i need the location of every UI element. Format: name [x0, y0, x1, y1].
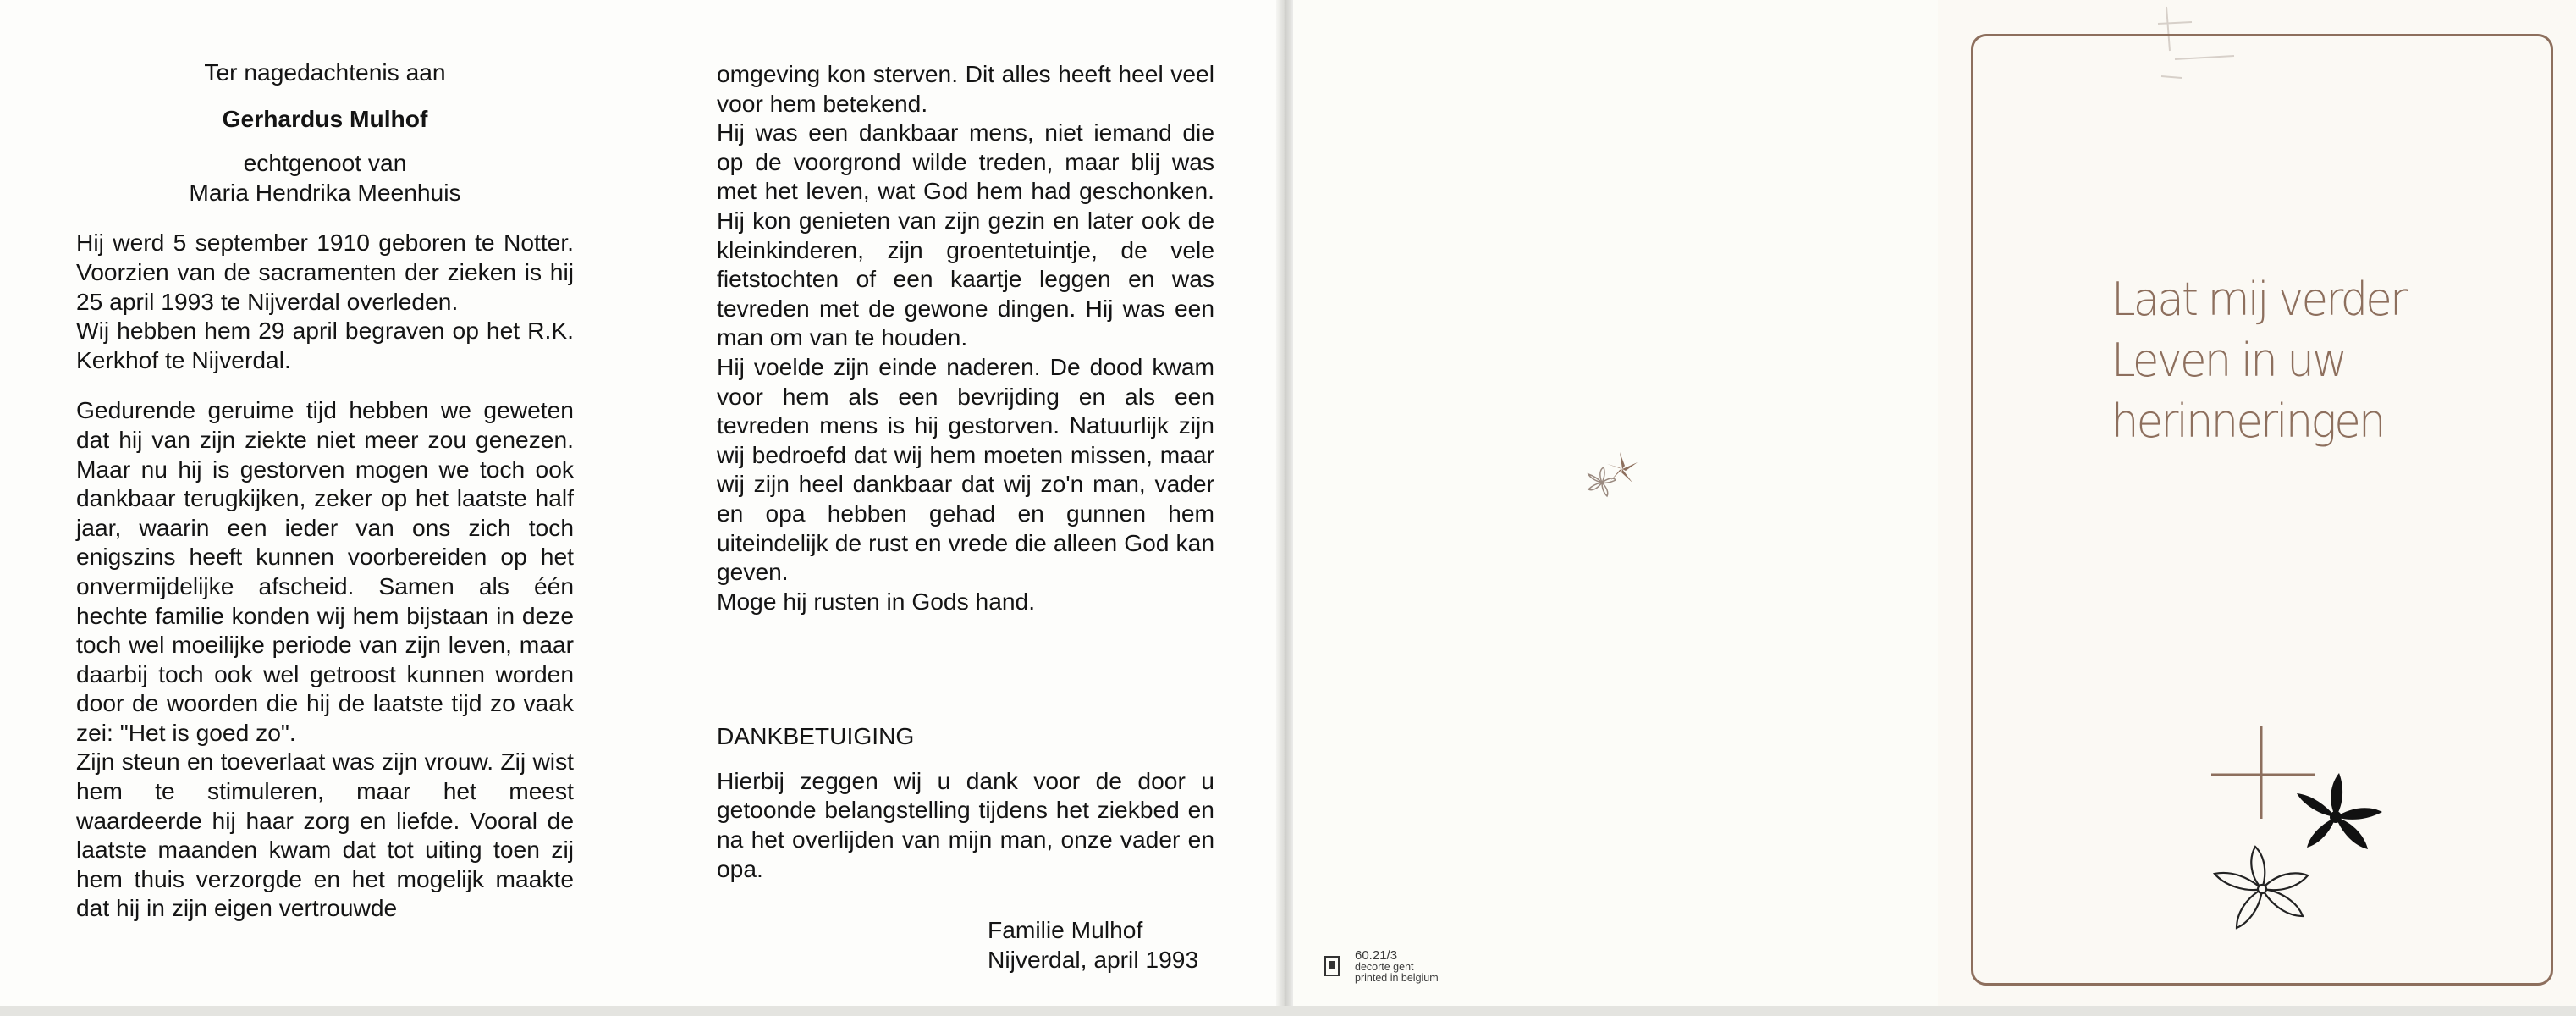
printer-logo-icon [1324, 956, 1340, 976]
right-text-column [717, 59, 1214, 974]
signature-place-date: Nijverdal, april 1993 [988, 945, 1199, 973]
small-flower-icon [1578, 445, 1654, 513]
header-relation: echtgenoot van [243, 149, 407, 177]
paragraph-illness: Gedurende geruime tijd hebben we geweten dat hij van zijn ziekte niet meer zou genezen. Maar nu hij is gestorven mogen we toch ook dankbaar terugkijken, zeker op het laatste half jaar, waarin een ieder van ons zich toch enigszins heeft kunnen voorbereiden op het onvermijdelijke afscheid. Samen als één hechte familie konden wij hem bijstaan in deze toch wel moeilijke periode van zijn leven, maar daarbij toch ook wel getroost kunnen worden door de woorden die hij de laatste tijd zo vaak zei: "Het is goed zo". [76, 396, 574, 746]
front-title-line-2: Leven in uw [2111, 334, 2346, 387]
printer-mark [1324, 950, 1439, 985]
card-fold [1276, 0, 1293, 1006]
paragraph-grateful: Hij was een dankbaar mens, niet iemand die op de voorgrond wilde treden, maar blij was met het leven, wat God hem had geschonken. Hij kon genieten van zijn gezin en later ook de kleinkinderen, zijn groentetuintje, de vele fietstochten of een kaartje leggen en was tevreden met de gewone dingen. Hij was een man om van te houden. [717, 119, 1214, 351]
paragraph-burial: Wij hebben hem 29 april begraven op het R.K. Kerkhof te Nijverdal. [76, 317, 574, 373]
printer-line-2: printed in belgium [1355, 972, 1439, 984]
paragraph-blessing: Moge hij rusten in Gods hand. [717, 587, 1036, 615]
paragraph-continuation: omgeving kon sterven. Dit alles heeft heel veel voor hem betekend. [717, 60, 1214, 117]
printer-code: 60.21/3 [1355, 948, 1398, 963]
cross-and-flowers-icon [2204, 724, 2408, 952]
front-title-line-3: herinneringen [2111, 395, 2384, 448]
front-title-line-1: Laat mij verder [2111, 273, 2406, 326]
deceased-name: Gerhardus Mulhof [222, 104, 428, 132]
thanks-text: Hierbij zeggen wij u dank voor de door u getoonde belangstelling tijdens het ziekbed en na het overlijden van mijn man, onze vader en opa. [717, 766, 1214, 882]
front-title [2111, 269, 2481, 452]
memorial-header [76, 58, 574, 207]
paragraph-birth-death: Hij werd 5 september 1910 geboren te Notter. Voorzien van de sacramenten der zieken is hij 25 april 1993 te Nijverdal overleden. [76, 229, 574, 315]
paragraph-end: Hij voelde zijn einde naderen. De dood kwam voor hem als een bevrijding en als een tevreden mens is hij gestorven. Natuurlijk zijn wij bedroefd dat wij hem moeten missen, maar wij zijn heel dankbaar dat wij zo'n man, vader en opa hebben gehad en gunnen hem uiteindelijk de rust en vrede die alleen God kan geven. [717, 352, 1214, 586]
spouse-name: Maria Hendrika Meenhuis [189, 178, 461, 206]
paragraph-wife: Zijn steun en toeverlaat was zijn vrouw. Zij wist hem te stimuleren, maar het meest waardeerde hij haar zorg en liefde. Vooral de laatste maanden kwam dat tot uiting toen zij hem thuis verzorgde en het mogelijk maakte dat hij in zijn eigen vertrouwde [76, 748, 574, 922]
signature-family: Familie Mulhof [988, 916, 1143, 944]
printer-line-1: decorte gent [1355, 960, 1414, 973]
signature [717, 915, 1214, 974]
left-text-column [76, 58, 574, 923]
thanks-heading: DANKBETUIGING [717, 722, 915, 750]
header-intro: Ter nagedachtenis aan [204, 58, 446, 86]
